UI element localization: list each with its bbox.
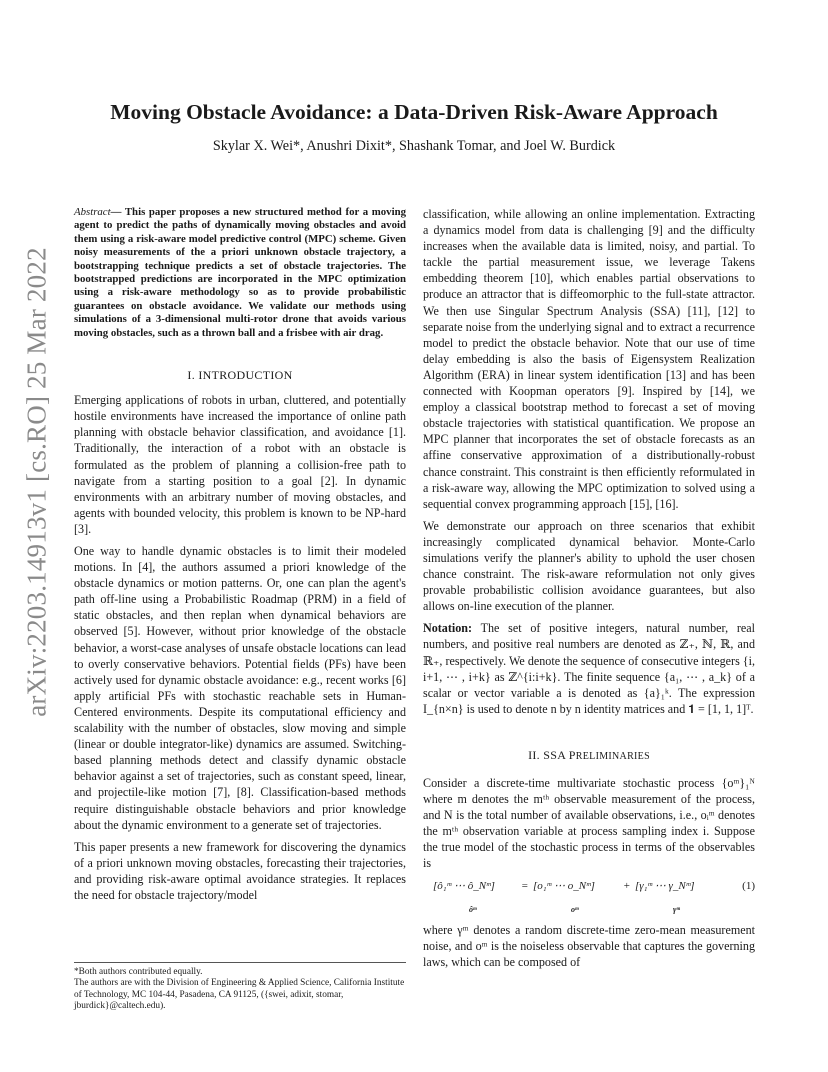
abstract-label: Abstract [74,206,111,218]
eq-equals: = [521,879,529,892]
ssa-heading-rest: RELIMINARIES [575,750,650,762]
ssa-heading-prefix: II. SSA P [528,747,576,762]
arxiv-stamp-text: arXiv:2203.14913v1 [cs.RO] 25 Mar 2022 [21,247,52,717]
author-list: Skylar X. Wei*, Anushri Dixit*, Shashank Tomar, and Joel W. Burdick [212,138,616,154]
left-column [74,206,406,909]
eq-lhs: [ô₁ᵐ ⋯ ô_Nᵐ] [433,879,495,892]
abstract: Abstract— This paper proposes a new structured method for a moving agent to predict the paths of dynamically moving obstacles and avoid them using a risk-aware model predictive control (MPC) scheme. Given noisy measurements of the a priori unknown obstacle trajectory, a bootstrapping technique predicts a set of obstacle trajectories. The bootstrapped predictions are incorporated in the MPC optimization using a risk-aware methodology so as to provide probabilistic guarantees on obstacle avoidance. We validate our methods using simulations of a 3-dimensional multi-rotor drone that avoids various moving obstacles, such as a thrown ball and a frisbee with air drag. [74,206,406,339]
eq-mid: [o₁ᵐ ⋯ o_Nᵐ] [533,879,595,892]
eq-lhs-label: ôᵐ [469,904,477,914]
right-paragraph-2: We demonstrate our approach on three scenarios that exhibit increasingly complicated dynamical behavior. Monte-Carlo simulations verify the planner's ability to uphold the user chosen chance constraint. The risk-aware reformulation not only gives provable probabilistic collision avoidance guarantees, but also allows on-line execution of the planner. [423,518,755,614]
intro-paragraph-2: One way to handle dynamic obstacles is to limit their modeled motions. In [4], the authors assumed a priori knowledge of the obstacle dynamics or motion patterns. Or, one can plan the agent's path off-line using a Probabilistic Roadmap (PRM) in a field of static obstacles, and then replan when dynamical behaviors are observed [5]. However, without prior knowledge of the obstacle behavior, a worst-case analyses of unsafe obstacle locations can lead to overly conservative behaviors. Potential fields (PFs) have been actively used for dynamic obstacle avoidance: e.g., recent works [6] apply artificial PFs with stochastic reachable sets in Human-Centered environments. Despite its computational efficiency and scalability with the number of obstacles, slow moving and simple (linear or double integrator-like) dynamics are assumed. Switching-based planning methods detect and classify dynamic obstacle behavior against a set of trajectories, such as constant speed, linear, and projectile-like motion [7], [8]. Classification-based methods require distinguishable obstacle behaviors and prior knowledge about the dynamic environment to a generate set of trajectories. [74,544,406,832]
notation-label: Notation: [423,621,473,636]
eq-rhs: [γ₁ᵐ ⋯ γ_Nᵐ] [635,879,695,892]
eq-number: (1) [742,879,755,892]
intro-paragraph-1: Emerging applications of robots in urban, cluttered, and potentially hostile environments have increased the importance of online path planning with obstacle behavior classification, and avoidance [1]. Traditionally, the interaction of a robot with an obstacle is formulated as the problem of planning a collision-free path to navigate from a starting position to a goal [2]. In dynamic environments with an arbitrary number of moving obstacles, and agents with bounded velocity, this problem is known to be NP-hard [3]. [74,393,406,536]
notation-paragraph [423,620,755,717]
abstract-text: This paper proposes a new structured method for a moving agent to predict the paths of dynamically moving obstacles and avoid them using a risk-aware model predictive control (MPC) scheme. Given noisy measurements of the a priori unknown obstacle trajectory, a bootstrapping technique predicts a set of obstacle trajectories. The bootstrapped predictions are incorporated in the MPC optimization using a risk-aware methodology so as to provide probabilistic guarantees on obstacle avoidance. We validate our methods using simulations of a 3-dimensional multi-rotor drone that avoids various moving obstacles, such as a thrown ball and a frisbee with air drag. [74,206,406,339]
footnote-affiliation: The authors are with the Division of Engineering & Applied Science, California Institute of Technology, MC 104-44, Pasadena, CA 91125, ({swei, adixit, stomar, jburdick}@caltech.edu). [74,978,405,1012]
section-heading-introduction: I. INTRODUCTION [187,368,293,383]
eq-plus: + [623,879,631,892]
footnotes [74,962,406,1013]
right-paragraph-1: classification, while allowing an online implementation. Extracting a dynamics model from data is challenging [9] and the difficulty increases when the available data is limited, noisy, and partial. To tackle the partial measurement issue, we leverage Takens embedding theorem [10], which enables partial observations to produce an attractor that is diffeomorphic to the full-state attractor. We then use Singular Spectrum Analysis (SSA) [11], [12] to separate noise from the underlying signal and to extract a recurrence model to predict the obstacle behavior. Note that our use of time delay embedding is also the basis of Eigensystem Realization Algorithm (ERA) in linear system identification [13] and has been connected with Koopman operators [9]. Inspired by [14], we employ a classical bootstrap method to forecast a set of moving obstacle trajectories with statistical quantification. We propose an MPC planner that incorporates the set of obstacle forecasts as an affine conservative approximation of a distributionally-robust chance constraint. This constraint is then efficiently reformulated in a risk-aware way, allowing the MPC optimization to solved using a sequential convex programming approach [15], [16]. [423,207,755,511]
eq-mid-label: oᵐ [571,904,579,914]
section-heading-ssa [423,747,755,765]
footnote-equal-contribution: *Both authors contributed equally. [74,967,203,977]
notation-text: The set of positive integers, natural number, real numbers, and positive real numbers are denoted as ℤ₊, ℕ, ℝ, and ℝ₊, respectively. We denote the sequence of consecutive integers {i, i+1, ⋯ , i+k} as ℤ^{i:i+k}. The finite sequence {a₁, ⋯ , a_k} of a scalar or vector variable a is denoted as {a}₁ᵏ. The expression I_{n×n} is used to denote n by n identity matrices and 𝟏 = [1, 1, 1]ᵀ. [423,621,755,716]
right-column [423,206,755,976]
after-equation-paragraph: where γᵐ denotes a random discrete-time zero-mean measurement noise, and oᵐ is the noiseless observable that captures the governing laws, which can be composed of [423,922,755,969]
intro-paragraph-3: This paper presents a new framework for discovering the dynamics of a priori unknown moving obstacles, forecasting their trajectories, and providing risk-aware optimal avoidance strategies. It replaces the need for obstacle trajectory/model [74,839,406,902]
arxiv-stamp [20,247,54,717]
paper-title: Moving Obstacle Avoidance: a Data-Driven Risk-Aware Approach [110,100,718,124]
eq-rhs-label: γᵐ [673,904,680,914]
equation-1 [423,878,755,918]
ssa-paragraph: Consider a discrete-time multivariate stochastic process {oᵐ}₁ᴺ where m denotes the mᵗʰ observable measurement of the process, and N is the total number of available observations, i.e., oᵢᵐ denotes the mᵗʰ observation variable at process sampling index i. Suppose the true model of the stochastic process in terms of the observables is [423,776,755,871]
